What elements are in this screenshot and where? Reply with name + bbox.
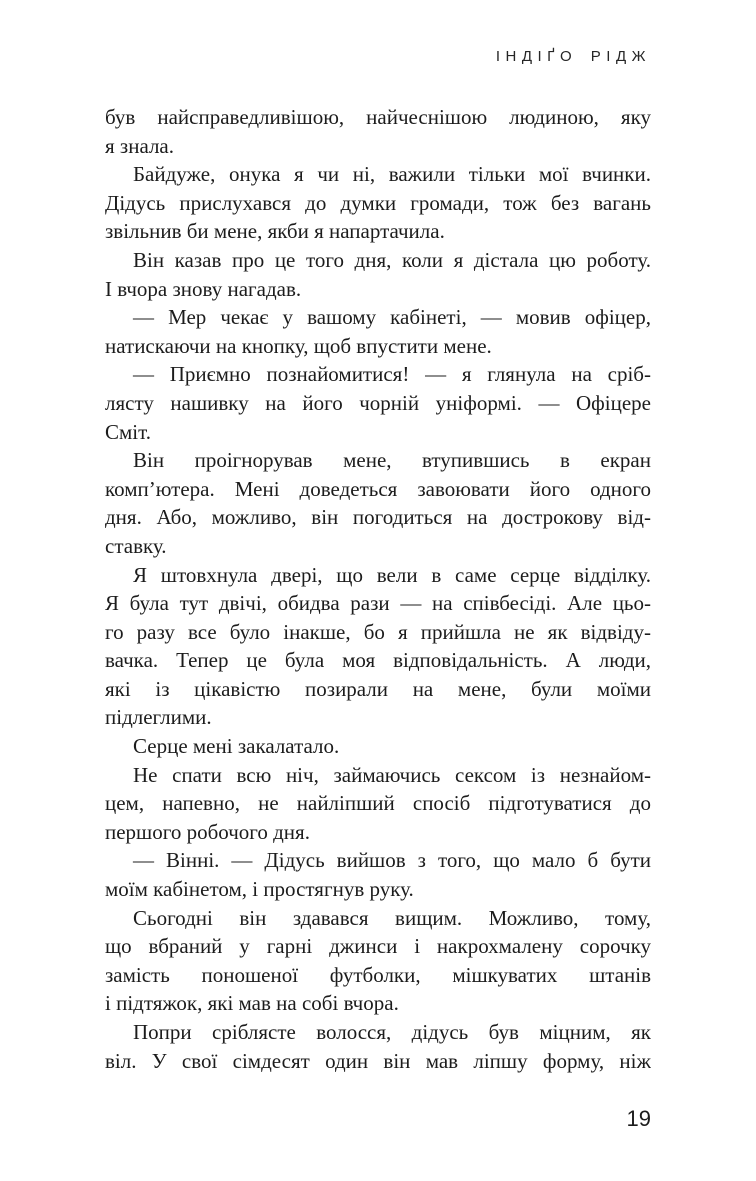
text-line: я знала. — [105, 133, 174, 158]
text-line: першого робочого дня. — [105, 819, 310, 844]
text-line: натискаючи на кнопку, щоб впустити мене. — [105, 333, 492, 358]
text-line: комп’ютера. Мені доведеться завоювати його одного — [105, 476, 651, 501]
text-line: — Приємно познайомитися! — я глянула на сріб- — [133, 362, 651, 387]
text-line: які із цікавістю позирали на мене, були моїми — [105, 676, 651, 701]
text-line: підлеглими. — [105, 705, 212, 730]
text-line: був найсправедливішою, найчеснішою людиною, яку — [105, 105, 651, 129]
text-line: Я була тут двічі, обидва рази — на співбесіді. Але цьо- — [105, 591, 651, 616]
text-line: Дідусь прислухався до думки громади, тож без вагань — [105, 190, 651, 215]
text-line: Не спати всю ніч, займаючись сексом із незнайом- — [133, 762, 651, 787]
text-line: дня. Або, можливо, він погодиться на дострокову від- — [105, 505, 651, 530]
text-line: що вбраний у гарні джинси і накрохмалену сорочку — [105, 934, 651, 959]
running-header: ІНДІҐО РІДЖ — [495, 48, 651, 65]
text-line: Він проігнорував мене, втупившись в екран — [133, 448, 651, 473]
text-line: моїм кабінетом, і простягнув руку. — [105, 877, 414, 902]
text-line: Попри сріблясте волосся, дідусь був міцним, як — [133, 1020, 651, 1044]
text-line: — Вінні. — Дідусь вийшов з того, що мало б бути — [133, 848, 651, 873]
text-line: звільнив би мене, якби я напартачила. — [105, 219, 445, 244]
text-line: замість поношеної футболки, мішкуватих штанів — [105, 962, 651, 987]
text-line: — Мер чекає у вашому кабінеті, — мовив офіцер, — [133, 305, 651, 330]
text-line: цем, напевно, не найліпший спосіб підготуватися до — [105, 791, 651, 816]
text-line: і підтяжок, які мав на собі вчора. — [105, 991, 399, 1016]
text-line: го разу все було інакше, бо я прийшла не як відвіду- — [105, 619, 651, 644]
text-line: Я штовхнула двері, що вели в саме серце відділку. — [133, 562, 651, 587]
body-text — [105, 103, 651, 1075]
text-line: Він казав про це того дня, коли я дістала цю роботу. — [133, 247, 651, 272]
text-line: Серце мені закалатало. — [133, 734, 340, 759]
text-line: Сьогодні він здавався вищим. Можливо, тому, — [133, 905, 651, 930]
text-line: Сміт. — [105, 419, 151, 444]
text-line: І вчора знову нагадав. — [105, 276, 302, 301]
text-line: ставку. — [105, 533, 167, 558]
text-line: віл. У свої сімдесят один він мав ліпшу форму, ніж — [105, 1048, 651, 1073]
text-line: Байдуже, онука я чи ні, важили тільки мої вчинки. — [133, 162, 651, 187]
text-line: вачка. Тепер це була моя відповідальність. А люди, — [105, 648, 651, 673]
text-line: лясту нашивку на його чорній уніформі. — Офіцере — [105, 390, 651, 415]
page-number: 19 — [626, 1106, 651, 1131]
